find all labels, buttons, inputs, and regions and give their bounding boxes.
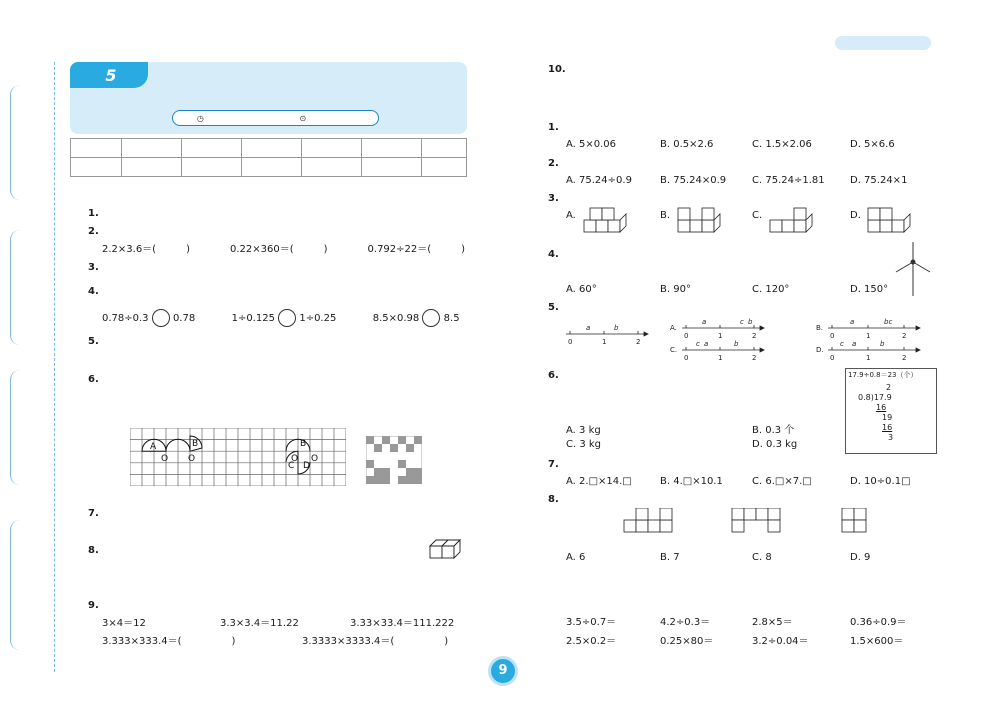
question-2	[88, 224, 103, 239]
svg-text:a: a	[586, 324, 591, 332]
number-line-figures	[562, 318, 942, 364]
subject-grade-tag	[835, 36, 931, 50]
number-line-b	[816, 318, 920, 340]
exam-info	[172, 110, 379, 126]
question-number: 2.	[88, 226, 99, 237]
option[interactable]: D. 5×6.6	[850, 139, 895, 150]
option[interactable]: A. 5×0.06	[566, 139, 617, 150]
student-id-slot[interactable]	[10, 85, 37, 200]
option[interactable]: D. 150°	[850, 284, 889, 295]
option[interactable]: D. 9	[850, 552, 871, 563]
number-line-a	[670, 318, 764, 340]
question-number: 10.	[548, 64, 566, 75]
option[interactable]: B. 0.5×2.6	[660, 139, 714, 150]
number-line-d	[816, 340, 920, 362]
tetris-cells	[366, 436, 422, 484]
score-table-header	[182, 139, 242, 158]
svg-text:1: 1	[718, 332, 723, 340]
option[interactable]: C.	[752, 210, 763, 221]
choice-7	[548, 457, 563, 472]
check-icon: ⊙	[299, 113, 307, 123]
option[interactable]: B. 90°	[660, 284, 691, 295]
option[interactable]: C. 75.24÷1.81	[752, 175, 825, 186]
question-number: 1.	[548, 122, 559, 133]
pattern-row-2	[102, 634, 462, 649]
svg-text:b: b	[614, 324, 619, 332]
svg-text:bc: bc	[884, 318, 893, 326]
calc-row-2	[566, 632, 903, 647]
question-number: 5.	[548, 302, 559, 313]
option[interactable]: B. 7	[660, 552, 680, 563]
choice-3	[548, 191, 563, 206]
question-3	[88, 260, 103, 275]
score-cell[interactable]	[122, 158, 182, 177]
svg-text:1: 1	[602, 338, 607, 346]
option[interactable]: D. 75.24×1	[850, 175, 908, 186]
option[interactable]: A. 3 kg	[566, 425, 601, 436]
compare-right: 8.5	[443, 313, 460, 324]
score-cell[interactable]	[182, 158, 242, 177]
svg-text:b: b	[734, 340, 739, 348]
svg-text:1: 1	[718, 354, 723, 362]
pattern-item: 3.33×33.4＝111.222	[350, 618, 455, 629]
score-table-header	[422, 139, 467, 158]
calc-item[interactable]: 1.5×600＝	[850, 636, 904, 647]
question-10	[548, 62, 570, 77]
svg-text:0: 0	[684, 354, 689, 362]
svg-text:B.: B.	[816, 324, 824, 332]
question-2-items: 2.2×3.6＝( ) 0.22×360＝( ) 0.792÷22＝( )	[102, 244, 466, 255]
option[interactable]: D. 10÷0.1□	[850, 476, 911, 487]
option[interactable]: A. 2.□×14.□	[566, 476, 632, 487]
compare-circle[interactable]	[422, 309, 440, 327]
pattern-item: 3.3×3.4＝11.22	[220, 618, 299, 629]
question-number: 3.	[548, 193, 559, 204]
cube-group-a	[584, 208, 626, 232]
calc-item[interactable]: 0.36÷0.9＝	[850, 617, 907, 628]
svg-text:a: a	[852, 340, 857, 348]
question-number: 1.	[88, 208, 99, 219]
svg-text:c: c	[696, 340, 700, 348]
svg-text:O: O	[291, 454, 299, 464]
calc-item[interactable]: 2.8×5＝	[752, 617, 793, 628]
svg-text:A: A	[150, 442, 157, 452]
compare-left: 0.78÷0.3	[102, 313, 149, 324]
question-number: 9.	[88, 600, 99, 611]
svg-text:0: 0	[830, 354, 835, 362]
division-remainder: 3	[888, 433, 894, 442]
score-table-header	[122, 139, 182, 158]
number-line-main	[566, 324, 648, 346]
option[interactable]: A.	[566, 210, 576, 221]
choice-4	[548, 247, 563, 262]
option[interactable]: A. 75.24÷0.9	[566, 175, 632, 186]
svg-text:1: 1	[866, 332, 871, 340]
score-table	[70, 138, 467, 177]
pattern-item: 3.3333×3333.4＝( )	[302, 636, 449, 647]
question-number: 7.	[88, 508, 99, 519]
svg-text:c: c	[840, 340, 844, 348]
score-table-header	[362, 139, 422, 158]
question-9	[88, 598, 103, 613]
choice-1	[548, 120, 563, 135]
svg-text:2: 2	[752, 354, 757, 362]
cube-group-figures	[580, 204, 930, 244]
choice-4-options	[566, 284, 888, 295]
long-division-box	[845, 368, 937, 454]
cube-group-d	[868, 208, 910, 232]
choice-6-options-2	[566, 439, 797, 450]
svg-text:B: B	[192, 439, 199, 449]
calc-item[interactable]: 2.5×0.2＝	[566, 636, 617, 647]
score-cell[interactable]	[242, 158, 302, 177]
question-number: 5.	[88, 336, 99, 347]
choice-1-options	[566, 139, 895, 150]
svg-text:0: 0	[684, 332, 689, 340]
option[interactable]: B. 4.□×10.1	[660, 476, 723, 487]
calc-item[interactable]: 4.2÷0.3＝	[660, 617, 711, 628]
compare-left: 8.5×0.98	[372, 313, 420, 324]
choice-7-options	[566, 476, 911, 487]
svg-text:A.: A.	[670, 324, 677, 332]
division-step: 16	[876, 403, 887, 412]
calc-item[interactable]: 0.25×80＝	[660, 636, 714, 647]
svg-text:C: C	[288, 461, 295, 471]
choice-2-options	[566, 175, 907, 186]
question-number: 6.	[88, 374, 99, 385]
exam-badge	[70, 62, 148, 88]
question-number: 4.	[88, 286, 99, 297]
score-cell[interactable]	[422, 158, 467, 177]
svg-text:b: b	[748, 318, 753, 326]
svg-text:a: a	[702, 318, 707, 326]
question-5	[88, 334, 109, 349]
svg-text:2: 2	[636, 338, 641, 346]
question-1	[88, 206, 103, 221]
svg-text:B: B	[300, 439, 307, 449]
figure-6-grid	[130, 428, 346, 486]
calc-row-1	[566, 613, 907, 628]
calc-item[interactable]: 3.2÷0.04＝	[752, 636, 809, 647]
svg-text:1: 1	[866, 354, 871, 362]
pattern-item: 3.333×333.4＝( )	[102, 636, 236, 647]
svg-text:2: 2	[902, 354, 907, 362]
question-number: 7.	[548, 459, 559, 470]
option[interactable]: A. 6	[566, 552, 586, 563]
binding-line	[54, 62, 55, 672]
cube-group-b	[678, 208, 720, 232]
calc-item[interactable]: 3.5÷0.7＝	[566, 617, 617, 628]
compare-right: 0.78	[172, 313, 196, 324]
svg-text:2: 2	[752, 332, 757, 340]
compare-circle[interactable]	[152, 309, 170, 327]
option[interactable]: D.	[850, 210, 861, 221]
pattern-item: 3×4＝12	[102, 618, 146, 629]
svg-text:2: 2	[902, 332, 907, 340]
score-table-header	[302, 139, 362, 158]
question-6	[88, 372, 103, 387]
question-7	[88, 506, 103, 521]
svg-text:O: O	[311, 454, 319, 464]
cube-group-c	[770, 208, 812, 232]
badge-number: 5	[105, 65, 117, 85]
question-number: 3.	[88, 262, 99, 273]
compare-left: 1÷0.125	[231, 313, 275, 324]
svg-text:c: c	[740, 318, 744, 326]
school-slot[interactable]	[10, 520, 37, 650]
division-quotient: 2	[886, 383, 892, 392]
wind-turbine-icon	[893, 240, 933, 298]
option[interactable]: A. 60°	[566, 284, 597, 295]
choice-6-options-1	[566, 421, 794, 436]
question-number: 6.	[548, 370, 559, 381]
compare-circle[interactable]	[278, 309, 296, 327]
choice-5	[548, 300, 563, 315]
svg-text:a: a	[850, 318, 855, 326]
score-cell[interactable]	[302, 158, 362, 177]
shape-letters	[150, 439, 318, 471]
svg-text:D: D	[303, 461, 310, 471]
score-row-label	[71, 158, 122, 177]
svg-text:O: O	[161, 454, 169, 464]
question-8	[88, 543, 103, 558]
option[interactable]: B.	[660, 210, 671, 221]
score-table-header	[71, 139, 122, 158]
choice-2	[548, 156, 563, 171]
name-slot[interactable]	[10, 230, 37, 345]
division-work	[846, 383, 936, 443]
question-number: 4.	[548, 249, 559, 260]
division-equation: 17.9÷0.8＝23（个）	[848, 371, 918, 379]
figure-7-grid	[366, 436, 422, 484]
number-line-c	[670, 340, 764, 362]
option[interactable]: C. 120°	[752, 284, 790, 295]
score-table-header	[242, 139, 302, 158]
option[interactable]: D. 0.3 kg	[752, 439, 798, 450]
question-number: 8.	[88, 545, 99, 556]
pattern-row-1	[102, 616, 462, 631]
svg-text:a: a	[704, 340, 709, 348]
option[interactable]: C. 6.□×7.□	[752, 476, 812, 487]
svg-text:D.: D.	[816, 346, 824, 354]
score-cell[interactable]	[362, 158, 422, 177]
svg-text:C.: C.	[670, 346, 678, 354]
question-number: 2.	[548, 158, 559, 169]
division-divisor: 0.8)17.9	[858, 393, 892, 402]
svg-text:0: 0	[568, 338, 573, 346]
option[interactable]: C. 3 kg	[566, 439, 602, 450]
option[interactable]: C. 8	[752, 552, 772, 563]
cube-stack-figure	[428, 538, 468, 560]
class-slot[interactable]	[10, 370, 37, 485]
option[interactable]: B. 0.3 个	[752, 425, 795, 436]
option[interactable]: B. 75.24×0.9	[660, 175, 727, 186]
question-number: 8.	[548, 494, 559, 505]
page-number: 9	[488, 656, 518, 686]
clock-icon: ◷	[196, 113, 204, 123]
svg-text:b: b	[880, 340, 885, 348]
question-4	[88, 284, 103, 299]
division-step: 16	[882, 423, 893, 432]
three-views-figure	[620, 508, 880, 538]
choice-8	[548, 492, 563, 507]
choice-6	[548, 368, 563, 383]
binding-margin	[0, 0, 62, 707]
svg-text:O: O	[188, 454, 196, 464]
svg-text:0: 0	[830, 332, 835, 340]
compare-right: 1÷0.25	[299, 313, 337, 324]
question-4-items	[102, 309, 460, 327]
division-step: 19	[882, 413, 893, 422]
choice-8-options	[566, 552, 870, 563]
option[interactable]: C. 1.5×2.06	[752, 139, 812, 150]
